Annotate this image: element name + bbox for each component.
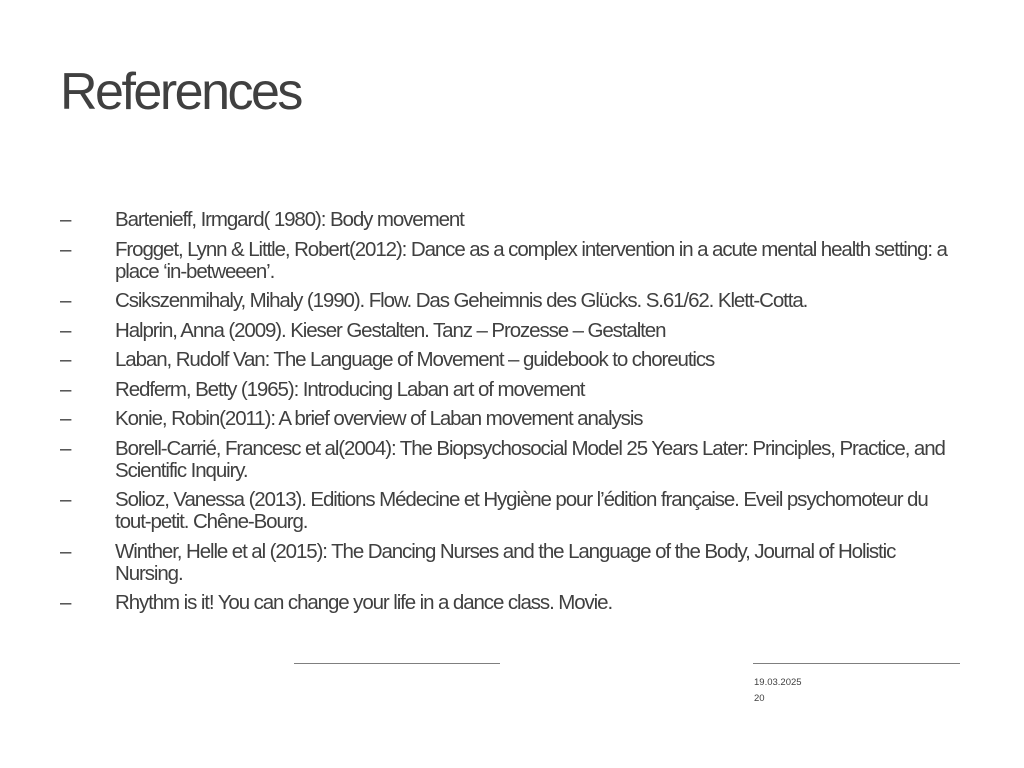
reference-item bbox=[60, 239, 960, 283]
slide-title: References bbox=[60, 63, 301, 121]
reference-text: Borell-Carrié, Francesc et al(2004): The Biopsychosocial Model 25 Years Later: Principles, Practice, and Scientific Inquiry. bbox=[115, 436, 945, 482]
reference-item bbox=[60, 349, 960, 371]
dash-bullet: – bbox=[60, 237, 72, 261]
footer-divider-right bbox=[753, 663, 960, 664]
reference-item bbox=[60, 489, 960, 533]
dash-bullet: – bbox=[60, 208, 72, 231]
dash-bullet: – bbox=[60, 407, 72, 430]
footer-divider-left bbox=[294, 663, 500, 664]
reference-item bbox=[60, 290, 960, 312]
reference-item bbox=[60, 438, 960, 482]
reference-text: Solioz, Vanessa (2013). Editions Médecine et Hygiène pour l’édition française. Eveil psychomoteur du tout-petit. Chêne-Bourg. bbox=[115, 488, 928, 533]
reference-text: Winther, Helle et al (2015): The Dancing Nurses and the Language of the Body, Journal of Holistic Nursing. bbox=[115, 539, 896, 585]
dash-bullet: – bbox=[60, 591, 72, 614]
slide-number: 20 bbox=[754, 693, 765, 704]
reference-item bbox=[60, 408, 960, 430]
dash-bullet: – bbox=[60, 348, 72, 371]
reference-text: Rhythm is it! You can change your life in a dance class. Movie. bbox=[115, 591, 613, 614]
reference-item bbox=[60, 379, 960, 401]
reference-item bbox=[60, 541, 960, 585]
reference-text: Csikszenmihaly, Mihaly (1990). Flow. Das Geheimnis des Glücks. S.61/62. Klett-Cotta. bbox=[115, 289, 808, 312]
dash-bullet: – bbox=[60, 377, 72, 401]
footer-date: 19.03.2025 bbox=[754, 677, 802, 688]
reference-text: Bartenieff, Irmgard( 1980): Body movement bbox=[115, 208, 464, 231]
reference-item bbox=[60, 209, 960, 231]
reference-text: Konie, Robin(2011): A brief overview of Laban movement analysis bbox=[115, 407, 643, 430]
reference-item bbox=[60, 592, 960, 614]
reference-text: Laban, Rudolf Van: The Language of Movement – guidebook to choreutics bbox=[115, 348, 715, 371]
dash-bullet: – bbox=[60, 289, 72, 312]
dash-bullet: – bbox=[60, 318, 72, 342]
reference-text: Redferm, Betty (1965): Introducing Laban art of movement bbox=[115, 377, 585, 401]
dash-bullet: – bbox=[60, 436, 72, 460]
reference-text: Frogget, Lynn & Little, Robert(2012): Dance as a complex intervention in a acute mental health setting: a place ‘in-betweeen’. bbox=[115, 237, 947, 283]
reference-text: Halprin, Anna (2009). Kieser Gestalten. Tanz – Prozesse – Gestalten bbox=[115, 318, 666, 342]
dash-bullet: – bbox=[60, 539, 72, 563]
dash-bullet: – bbox=[60, 488, 72, 511]
reference-list bbox=[60, 209, 960, 622]
reference-item bbox=[60, 320, 960, 342]
